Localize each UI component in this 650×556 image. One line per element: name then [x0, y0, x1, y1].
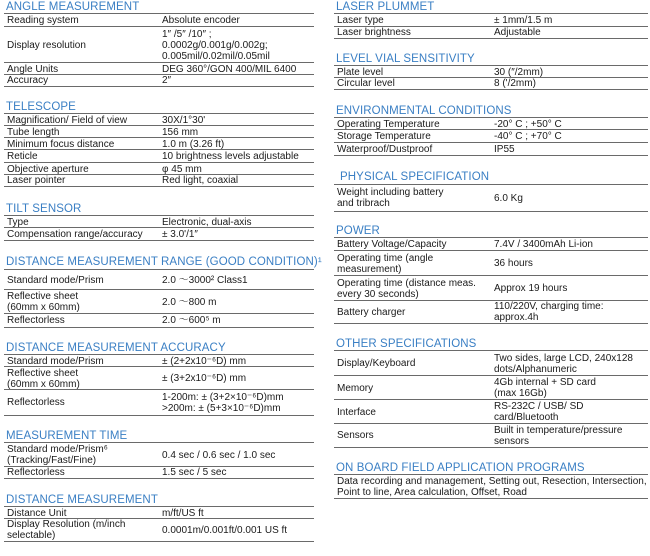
- spec-row: [4, 269, 314, 290]
- spec-row: [334, 13, 648, 27]
- section-title-distance-measurement-range-good-condition: DISTANCE MEASUREMENT RANGE (GOOD CONDITION)¹: [6, 256, 322, 268]
- spec-label: Standard mode/Prism⁶ (Tracking/Fast/Fine): [7, 444, 108, 466]
- spec-label: Interface: [337, 406, 376, 418]
- spec-row: [334, 474, 648, 499]
- spec-value: 7.4V / 3400mAh Li-ion: [494, 239, 593, 250]
- spec-value: ± 1mm/1.5 m: [494, 15, 553, 26]
- spec-row: [334, 129, 648, 143]
- spec-value: Red light, coaxial: [162, 175, 239, 186]
- spec-row: [334, 77, 648, 90]
- spec-label: Distance Unit: [7, 507, 67, 519]
- spec-value: φ 45 mm: [162, 163, 202, 175]
- section-title-level-vial-sensitivity: LEVEL VIAL SENSITIVITY: [336, 53, 475, 65]
- spec-label: Reflectorless: [7, 397, 65, 408]
- spec-label: Operating time (angle measurement): [337, 252, 434, 275]
- section-title-other-specifications: OTHER SPECIFICATIONS: [336, 338, 477, 350]
- spec-row: [334, 184, 648, 212]
- spec-row: [334, 275, 648, 301]
- spec-label: Display Resolution (m/inch selectable): [7, 519, 126, 541]
- spec-row: [334, 350, 648, 376]
- spec-value: 1″ /5″ /10″ ; 0.0002g/0.001g/0.002g; 0.005mil/0.02mil/0.05mil: [162, 28, 270, 62]
- spec-value: Adjustable: [494, 27, 541, 38]
- section-title-distance-measurement-accuracy: DISTANCE MEASUREMENT ACCURACY: [6, 342, 226, 354]
- spec-value: 6.0 Kg: [494, 192, 523, 204]
- spec-value: 0.0001m/0.001ft/0.001 US ft: [162, 524, 288, 536]
- spec-label: Data recording and management, Setting out, Resection, Intersection, Point to line, Area calculation, Offset, Road: [337, 475, 647, 498]
- spec-value: 4Gb internal + SD card (max 16Gb): [494, 377, 596, 399]
- spec-row: [334, 399, 648, 424]
- spec-value: 110/220V, charging time: approx.4h: [494, 301, 604, 323]
- section-title-on-board-field-application-programs: ON BOARD FIELD APPLICATION PROGRAMS: [336, 462, 585, 474]
- spec-label: Reflective sheet (60mm x 60mm): [7, 367, 80, 390]
- spec-label: Reflective sheet (60mm x 60mm): [7, 291, 80, 313]
- spec-value: 8 ('/2mm): [494, 78, 536, 89]
- spec-label: Plate level: [337, 66, 384, 78]
- section-title-distance-measurement: DISTANCE MEASUREMENT: [6, 494, 158, 506]
- spec-value: 1.5 sec / 5 sec: [162, 467, 227, 478]
- spec-row: [334, 26, 648, 39]
- spec-row: [4, 26, 314, 63]
- spec-value: 30 (″/2mm): [494, 66, 544, 78]
- spec-row: [4, 313, 314, 328]
- spec-value: IP55: [494, 143, 515, 155]
- spec-label: Accuracy: [7, 75, 49, 86]
- spec-row: [334, 300, 648, 324]
- section-title-environmental-conditions: ENVIRONMENTAL CONDITIONS: [336, 105, 512, 117]
- spec-label: Display/Keyboard: [337, 358, 416, 369]
- spec-label: Laser brightness: [337, 27, 411, 38]
- spec-row: [4, 366, 314, 390]
- section-title-angle-measurement: ANGLE MEASUREMENT: [6, 1, 140, 13]
- spec-row: [4, 518, 314, 542]
- spec-label: Memory: [337, 382, 374, 394]
- section-title-physical-specification: PHYSICAL SPECIFICATION: [340, 171, 490, 183]
- spec-row: [4, 227, 314, 241]
- spec-label: Standard mode/Prism: [7, 355, 104, 367]
- spec-label: Circular level: [337, 78, 395, 89]
- spec-value: 1-200m: ± (3+2×10⁻⁶D)mm >200m: ± (5+3×10⁻⁶D)mm: [162, 391, 284, 414]
- spec-label: Objective aperture: [7, 163, 89, 175]
- spec-row: [334, 375, 648, 400]
- spec-value: Approx 19 hours: [494, 283, 568, 294]
- spec-label: Display resolution: [7, 39, 86, 51]
- spec-label: Angle Units: [7, 63, 59, 75]
- section-title-power: POWER: [336, 225, 380, 237]
- spec-row: [4, 174, 314, 187]
- spec-label: Weight including battery and tribrach: [337, 187, 444, 209]
- spec-label: Compensation range/accuracy: [7, 228, 143, 240]
- spec-label: Storage Temperature: [337, 131, 431, 142]
- spec-row: [4, 13, 314, 27]
- spec-row: [4, 289, 314, 314]
- spec-label: Battery charger: [337, 306, 406, 318]
- section-title-telescope: TELESCOPE: [6, 101, 76, 113]
- spec-value: Two sides, large LCD, 240x128 dots/Alphanumeric: [494, 352, 633, 375]
- spec-label: Magnification/ Field of view: [7, 114, 128, 126]
- spec-value: Electronic, dual-axis: [162, 216, 252, 228]
- spec-label: Battery Voltage/Capacity: [337, 239, 447, 250]
- spec-row: [4, 149, 314, 163]
- spec-label: Operating time (distance meas. every 30 seconds): [337, 277, 476, 300]
- spec-value: 30X/1°30': [162, 114, 206, 126]
- spec-value: ± (2+2x10⁻⁶D) mm: [162, 355, 247, 367]
- spec-row: [4, 74, 314, 87]
- spec-label: Reticle: [7, 151, 38, 162]
- spec-value: 2.0 ～600⁵ m: [162, 315, 221, 326]
- spec-label: Reading system: [7, 15, 79, 26]
- spec-value: 10 brightness levels adjustable: [162, 151, 299, 162]
- spec-value: Built in temperature/pressure sensors: [494, 424, 623, 447]
- spec-label: Laser pointer: [7, 175, 66, 186]
- spec-label: Standard mode/Prism: [7, 274, 104, 286]
- spec-value: 2.0 ～800 m: [162, 296, 217, 308]
- spec-value: 36 hours: [494, 258, 533, 269]
- spec-label: Waterproof/Dustproof: [337, 143, 433, 155]
- spec-label: Minimum focus distance: [7, 138, 115, 150]
- spec-value: ± (3+2x10⁻⁶D) mm: [162, 373, 247, 384]
- spec-value: 156 mm: [162, 126, 199, 138]
- spec-value: m/ft/US ft: [162, 507, 204, 519]
- section-title-measurement-time: MEASUREMENT TIME: [6, 430, 128, 442]
- spec-label: Operating Temperature: [337, 118, 440, 130]
- spec-row: [4, 442, 314, 467]
- spec-value: ± 3.0'/1″: [162, 228, 198, 240]
- section-title-laser-plummet: LASER PLUMMET: [336, 1, 435, 13]
- spec-row: [4, 466, 314, 479]
- spec-value: 2.0 ～3000² Class1: [162, 274, 248, 286]
- spec-value: RS-232C / USB/ SD card/Bluetooth: [494, 401, 584, 423]
- spec-value: Absolute encoder: [162, 15, 240, 26]
- section-title-tilt-sensor: TILT SENSOR: [6, 203, 82, 215]
- spec-label: Reflectorless: [7, 315, 65, 326]
- spec-label: Type: [7, 216, 29, 228]
- spec-label: Laser type: [337, 15, 384, 26]
- spec-row: [4, 389, 314, 416]
- spec-value: DEG 360°/GON 400/MIL 6400: [162, 63, 297, 75]
- spec-row: [334, 250, 648, 276]
- spec-row: [334, 142, 648, 156]
- spec-row: [334, 423, 648, 448]
- spec-label: Reflectorless: [7, 467, 65, 478]
- spec-value: -20° C ; +50° C: [494, 118, 562, 130]
- spec-value: -40° C ; +70° C: [494, 131, 562, 142]
- spec-value: 1.0 m (3.26 ft): [162, 138, 225, 150]
- spec-value: 2″: [162, 75, 172, 86]
- spec-row: [334, 237, 648, 251]
- spec-value: 0.4 sec / 0.6 sec / 1.0 sec: [162, 449, 276, 461]
- spec-label: Tube length: [7, 126, 60, 138]
- spec-label: Sensors: [337, 430, 374, 441]
